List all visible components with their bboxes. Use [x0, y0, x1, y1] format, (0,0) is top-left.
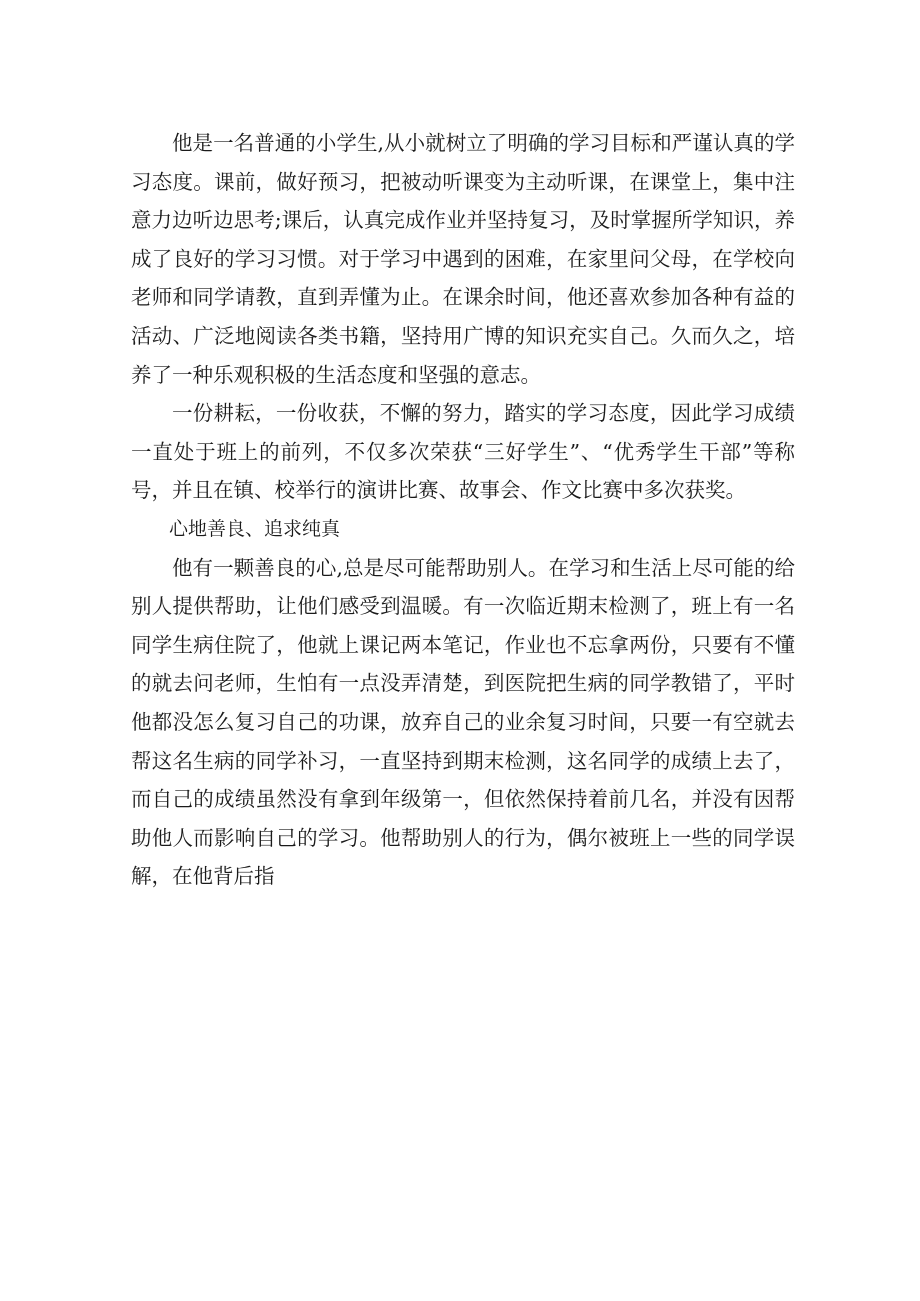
paragraph-kindness: 他有一颗善良的心,总是尽可能帮助别人。在学习和生活上尽可能的给别人提供帮助，让他们感受到温暖。有一次临近期末检测了，班上有一名同学生病住院了，他就上课记两本笔记，作业也不忘拿两份，只要有不懂的就去问老师，生怕有一点没弄清楚，到医院把生病的同学教错了，平时他都没怎么复习自己的功课，放弃自己的业余复习时间，只要一有空就去帮这名生病的同学补习，一直坚持到期末检测，这名同学的成绩上去了，而自己的成绩虽然没有拿到年级第一，但依然保持着前几名，并没有因帮助他人而影响自己的学习。他帮助别人的行为，偶尔被班上一些的同学误解，在他背后指: [131, 555, 795, 889]
paragraph-achievements: 一份耕耘，一份收获，不懈的努力，踏实的学习态度，因此学习成绩一直处于班上的前列，不仅多次荣获“三好学生”、“优秀学生干部”等称号，并且在镇、校举行的演讲比赛、故事会、作文比赛中多次获奖。: [131, 401, 795, 503]
section-heading: 心地善良、追求纯真: [169, 517, 341, 540]
document-body: [131, 124, 795, 896]
paragraph-study-habits: 他是一名普通的小学生,从小就树立了明确的学习目标和严谨认真的学习态度。课前，做好预习，把被动听课变为主动听课，在课堂上，集中注意力边听边思考;课后，认真完成作业并坚持复习，及时掌握所学知识，养成了良好的学习习惯。对于学习中遇到的困难，在家里问父母，在学校向老师和同学请教，直到弄懂为止。在课余时间，他还喜欢参加各种有益的活动、广泛地阅读各类书籍，坚持用广博的知识充实自己。久而久之，培养了一种乐观积极的生活态度和坚强的意志。: [131, 131, 795, 387]
